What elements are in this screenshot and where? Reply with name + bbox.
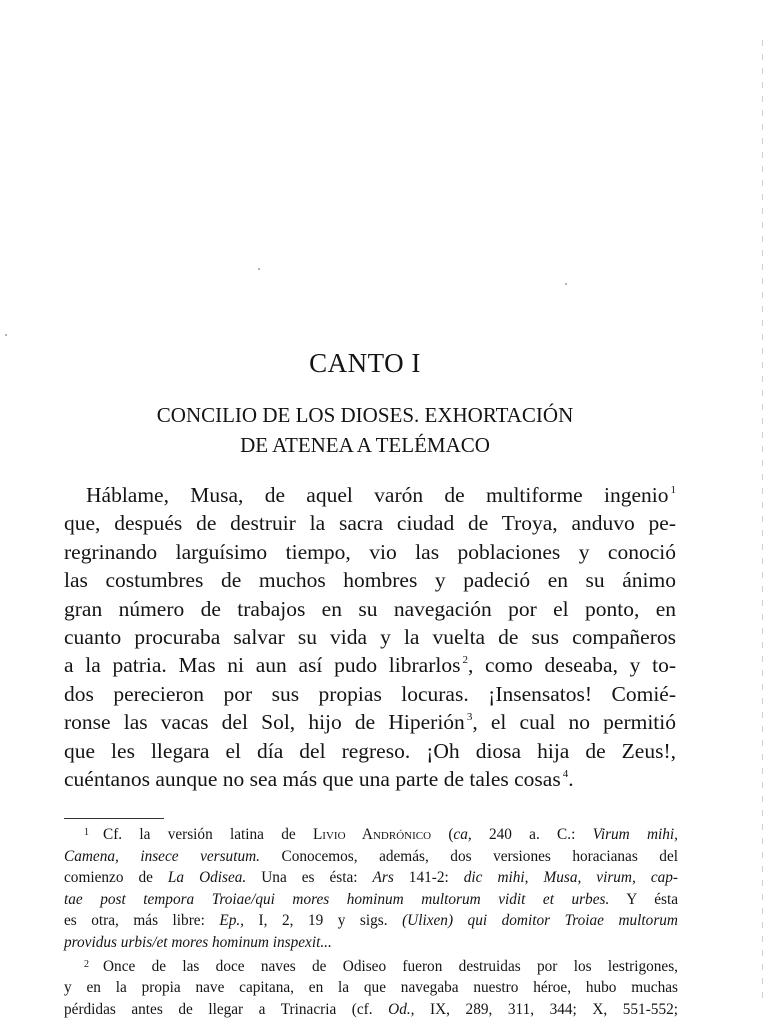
footnote-2-line: $^2$ Once de las doce naves de Odiseo fueron destruidas por los lestrigones, xyxy=(84,957,678,975)
chapter-subtitle-line: CONCILIO DE LOS DIOSES. EXHORTACIÓN xyxy=(156,403,574,427)
footnote-number: 2 xyxy=(84,958,89,970)
footnote-separator xyxy=(64,818,164,819)
body-line: que, después de destruir la sacra ciudad de Troya, anduvo pe- xyxy=(64,511,676,536)
page-edge-shadow xyxy=(762,40,763,1000)
footnote-ref: 4 xyxy=(562,768,569,781)
scan-speck xyxy=(258,268,260,270)
footnote-ref: 1 xyxy=(670,484,676,496)
body-line: cuanto procuraba salvar su vida y la vuelta de sus compañeros xyxy=(64,625,676,650)
footnote-1-line: tae post tempora Troiae/qui mores hominum multorum vidit et urbes. Y ésta xyxy=(64,890,679,908)
footnote-ref: 3 xyxy=(466,711,473,724)
body-line: dos perecieron por sus propias locuras. ¡Insensatos! Comié- xyxy=(64,681,676,706)
body-line: ronse las vacas del Sol, hijo de Hiperión $^3$, el cual no permitió xyxy=(64,710,677,735)
scan-speck xyxy=(565,283,567,285)
footnote-1-line: es otra, más libre: Ep., I, 2, 19 y sigs. (Ulixen) qui domitor Troiae multorum xyxy=(64,912,678,930)
footnote-ref: 2 xyxy=(462,654,468,667)
body-paragraph xyxy=(64,481,676,793)
chapter-title: CANTO I xyxy=(309,348,421,378)
footnote-1-line: comienzo de La Odisea. Una es ésta: Ars 141-2: dic mihi, Musa, virum, cap- xyxy=(64,869,678,887)
footnote-1-line: $^1$ Cf. la versión latina de Livio Andrónico (ca, 240 a. C.: Virum mihi, xyxy=(84,826,679,843)
footnotes xyxy=(64,822,678,1020)
scan-speck xyxy=(5,334,7,336)
body-line: regrinando larguísimo tiempo, vio las poblaciones y conoció xyxy=(64,539,676,564)
footnote-2-line: y en la propia nave capitana, en la que navegaba nuestro héroe, hubo muchas xyxy=(64,979,678,997)
body-line: a la patria. Mas ni aun así pudo librarlos $^2$, como deseaba, y to- xyxy=(64,653,677,678)
footnote-number: 1 xyxy=(84,827,89,838)
body-line: gran número de trabajos en su navegación por el ponto, en xyxy=(64,596,676,621)
footnote-1-line: Camena, insece versutum. Conocemos, además, dos versiones horacianas del xyxy=(64,847,678,865)
body-line: Háblame, Musa, de aquel varón de multiforme ingenio $^1$ xyxy=(86,483,676,507)
body-line: cuéntanos aunque no sea más que una parte de tales cosas $^4$. xyxy=(64,767,574,792)
chapter-subtitle-line: DE ATENEA A TELÉMACO xyxy=(240,433,490,457)
body-line: que les llegara el día del regreso. ¡Oh diosa hija de Zeus!, xyxy=(64,738,676,763)
footnote-1-line: providus urbis/et mores hominum inspexit... xyxy=(64,933,332,951)
footnote-2-line: pérdidas antes de llegar a Trinacria (cf. Od., IX, 289, 311, 344; X, 551-552; xyxy=(64,1000,678,1018)
chapter-subtitle xyxy=(0,400,730,460)
body-line: las costumbres de muchos hombres y padeció en su ánimo xyxy=(64,568,676,593)
